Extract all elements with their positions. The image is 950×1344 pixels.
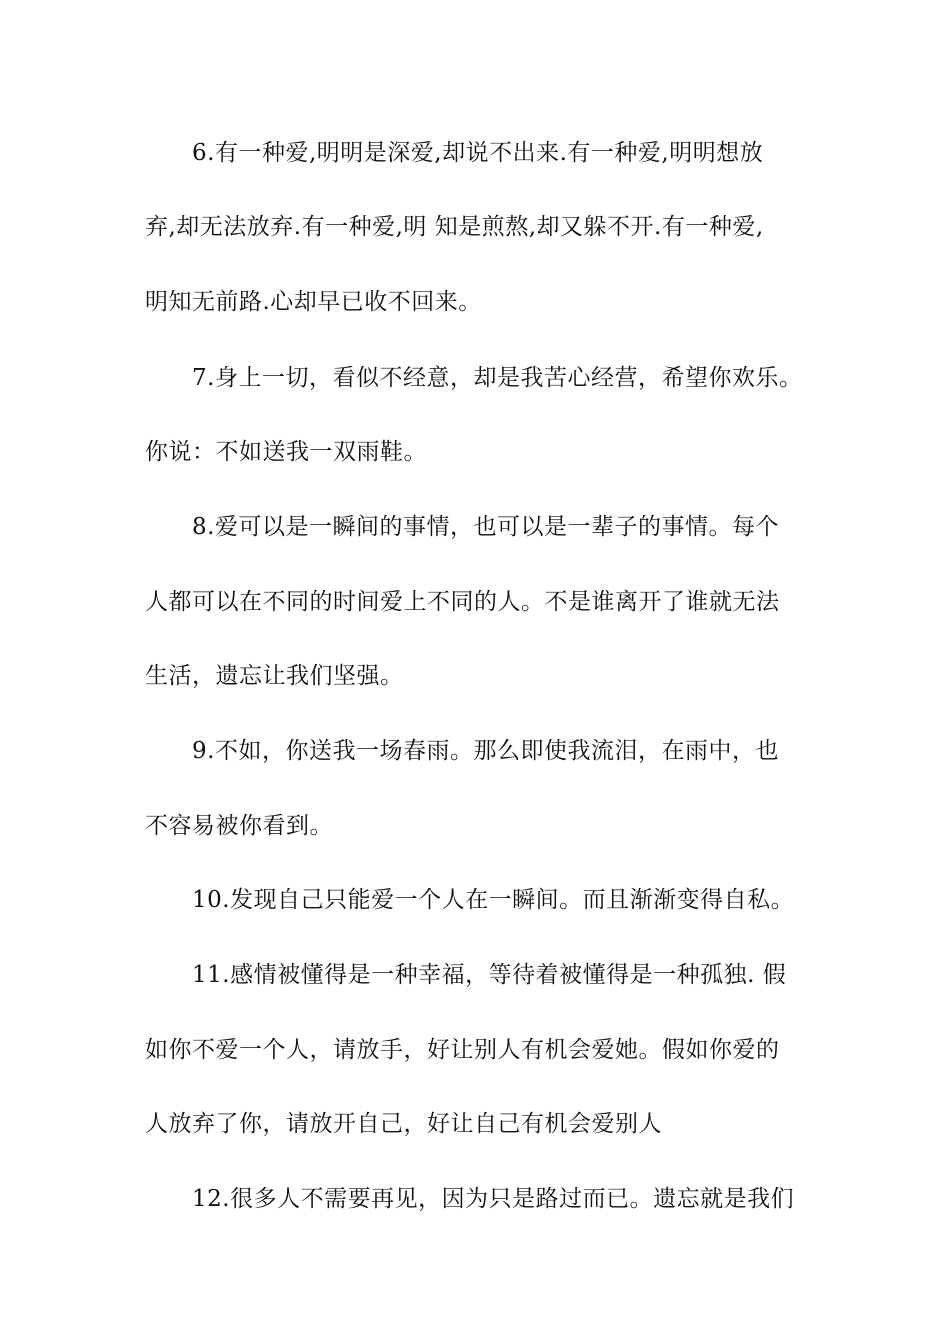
paragraph-8-line-1: 8.爱可以是一瞬间的事情，也可以是一辈子的事情。每个 [192, 514, 779, 540]
paragraph-8-line-3: 生活，遗忘让我们坚强。 [145, 663, 404, 689]
paragraph-7-line-2: 你说：不如送我一双雨鞋。 [145, 439, 427, 465]
paragraph-9-line-1: 9.不如，你送我一场春雨。那么即使我流泪，在雨中，也 [192, 738, 779, 764]
paragraph-11-line-3: 人放弃了你，请放开自己，好让自己有机会爱别人 [145, 1111, 662, 1137]
paragraph-6-line-2: 弃,却无法放弃.有一种爱,明 知是煎熬,却又躲不开.有一种爱, [145, 214, 764, 240]
paragraph-6-line-3: 明知无前路.心却早已收不回来。 [145, 289, 482, 315]
paragraph-7-line-1: 7.身上一切，看似不经意，却是我苦心经营，希望你欢乐。 [192, 365, 803, 391]
paragraph-9-line-2: 不容易被你看到。 [145, 813, 333, 839]
paragraph-6-line-1: 6.有一种爱,明明是深爱,却说不出来.有一种爱,明明想放 [192, 140, 764, 166]
paragraph-8-line-2: 人都可以在不同的时间爱上不同的人。不是谁离开了谁就无法 [145, 589, 780, 615]
paragraph-11-line-2: 如你不爱一个人，请放手，好让别人有机会爱她。假如你爱的 [145, 1037, 780, 1063]
paragraph-12-line-1: 12.很多人不需要再见，因为只是路过而已。遗忘就是我们 [192, 1186, 795, 1212]
paragraph-10-line-1: 10.发现自己只能爱一个人在一瞬间。而且渐渐变得自私。 [192, 887, 795, 913]
paragraph-11-line-1: 11.感情被懂得是一种幸福，等待着被懂得是一种孤独. 假 [192, 962, 787, 988]
